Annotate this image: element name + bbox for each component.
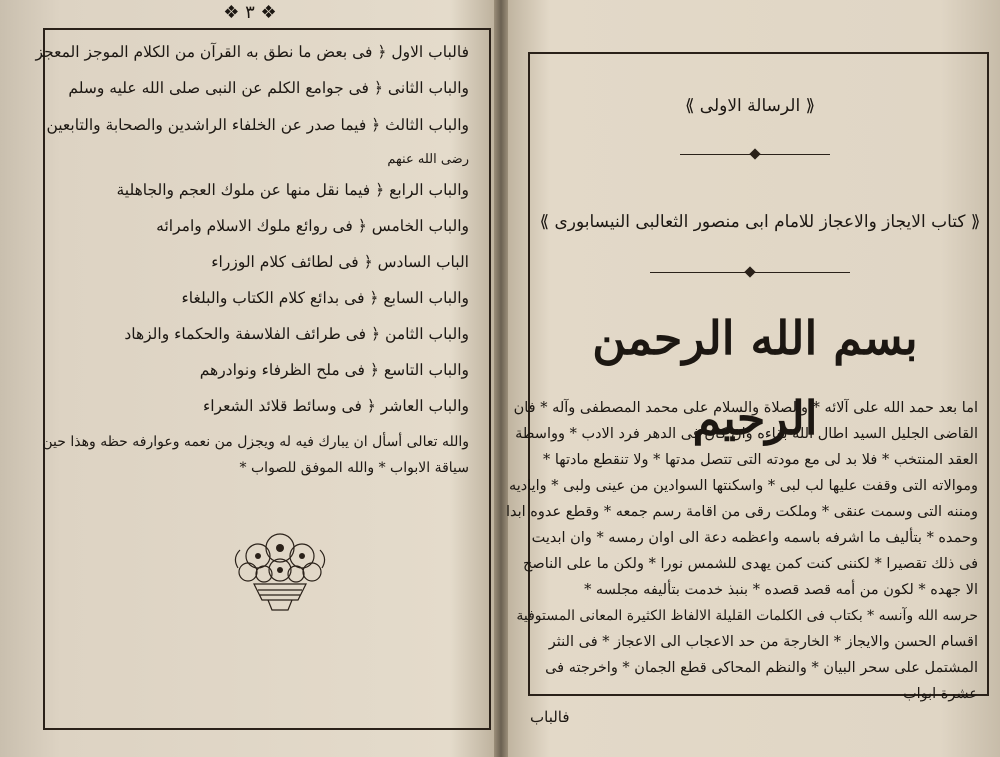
text-line: عشرة ابواب: [902, 686, 978, 702]
text-line: ومننه التى وسمت عنقى * وملكت رقى من اقامة رسم جمعه * وقطع عدوه ابدا: [505, 504, 978, 520]
floral-vase-icon: [228, 528, 332, 618]
text-line: القاضى الجليل السيد اطال الله بقاءه وان كان فى الدهر فرد الادب * وواسطة: [515, 426, 978, 442]
text-line: والباب الرابع ﴿ فيما نقل منها عن ملوك العجم والجاهلية: [116, 181, 469, 199]
left-page: [0, 0, 498, 757]
text-line: الباب السادس ﴿ فى لطائف كلام الوزراء: [211, 253, 469, 271]
text-line: والباب السابع ﴿ فى بدائع كلام الكتاب والبلغاء: [181, 289, 469, 307]
text-line: المشتمل على سحر البيان * والنظم المحاكى قطع الجمان * واخرجته فى: [545, 660, 978, 676]
left-page-frame: [35, 28, 491, 730]
text-line: فالباب الاول ﴿ فى بعض ما نطق به القرآن من الكلام الموجز المعجز: [35, 43, 469, 61]
divider: [650, 272, 850, 273]
text-line: والباب الخامس ﴿ فى روائع ملوك الاسلام وامرائه: [156, 217, 469, 235]
text-line: سياقة الابواب * والله الموفق للصواب *: [239, 460, 469, 476]
bracket-ornament-icon: ⟪: [800, 96, 816, 116]
ornament-icon: ❖: [223, 2, 246, 23]
book-title: ⟪ كتاب الايجاز والاعجاز للامام ابى منصور الثعالبى النيسابورى ⟫: [539, 212, 981, 232]
bracket-ornament-icon: ⟫: [539, 212, 555, 232]
bracket-ornament-icon: ⟫: [684, 96, 700, 116]
text-line: والباب الثالث ﴿ فيما صدر عن الخلفاء الراشدين والصحابة والتابعين: [46, 116, 469, 134]
basmala-calligraphy: بسم الله الرحمن الرحيم: [592, 311, 918, 445]
text-line: وحمده * بتأليف ما اشرفه باسمه واعظمه دعة الى اوان رمسه * وان ابديت: [531, 530, 978, 546]
text-line: والباب الثانى ﴿ فى جوامع الكلم عن النبى صلى الله عليه وسلم: [68, 79, 469, 97]
heading: ⟪ الرسالة الاولى ⟫: [684, 96, 816, 116]
text-line: والله تعالى أسأل ان يبارك فيه له ويجزل من نعمه وعوارفه حظه وهذا حين: [42, 434, 469, 450]
text-line: اما بعد حمد الله على آلائه * والصلاة والسلام على محمد المصطفى وآله * فان: [513, 400, 978, 416]
page-number: ❖ ٣ ❖: [223, 2, 277, 23]
text-line: الا جهده * لكون من أمه قصد قصده * بنبذ خدمت بتأليفه مجلسه *: [584, 582, 978, 598]
text-line: اقسام الحسن والايجاز * الخارجة من حد الاعجاب الى الاعجاز * فى النثر: [548, 634, 978, 650]
text-line: والباب الثامن ﴿ فى طرائف الفلاسفة والحكماء والزهاد: [124, 325, 469, 343]
text-line: رضى الله عنهم: [387, 152, 469, 167]
divider: [680, 154, 830, 155]
text-line: حرسه الله وآنسه * بكتاب فى الكلمات القليلة الالفاظ الكثيرة المعانى المستوفية: [516, 608, 978, 624]
ornament-icon: ❖: [254, 2, 277, 23]
text-line: والباب التاسع ﴿ فى ملح الظرفاء ونوادرهم: [199, 361, 469, 379]
catchword: فالباب: [530, 708, 570, 726]
bracket-ornament-icon: ⟪: [965, 212, 981, 232]
text-line: وموالاته التى وقفت عليها لب لبى * واسكنتها السوادين من عينى ولبى * واياديه: [508, 478, 978, 494]
text-line: فى ذلك تقصيرا * لكننى كنت كمن يهدى للشمس نورا * ولكن ما على الناصح: [523, 556, 978, 572]
text-line: والباب العاشر ﴿ فى وسائط قلائد الشعراء: [202, 397, 469, 415]
text-line: العقد المنتخب * فلا بد لى مع مودته التى تتصل مدتها * ولا تنقطع مادتها *: [543, 452, 978, 468]
